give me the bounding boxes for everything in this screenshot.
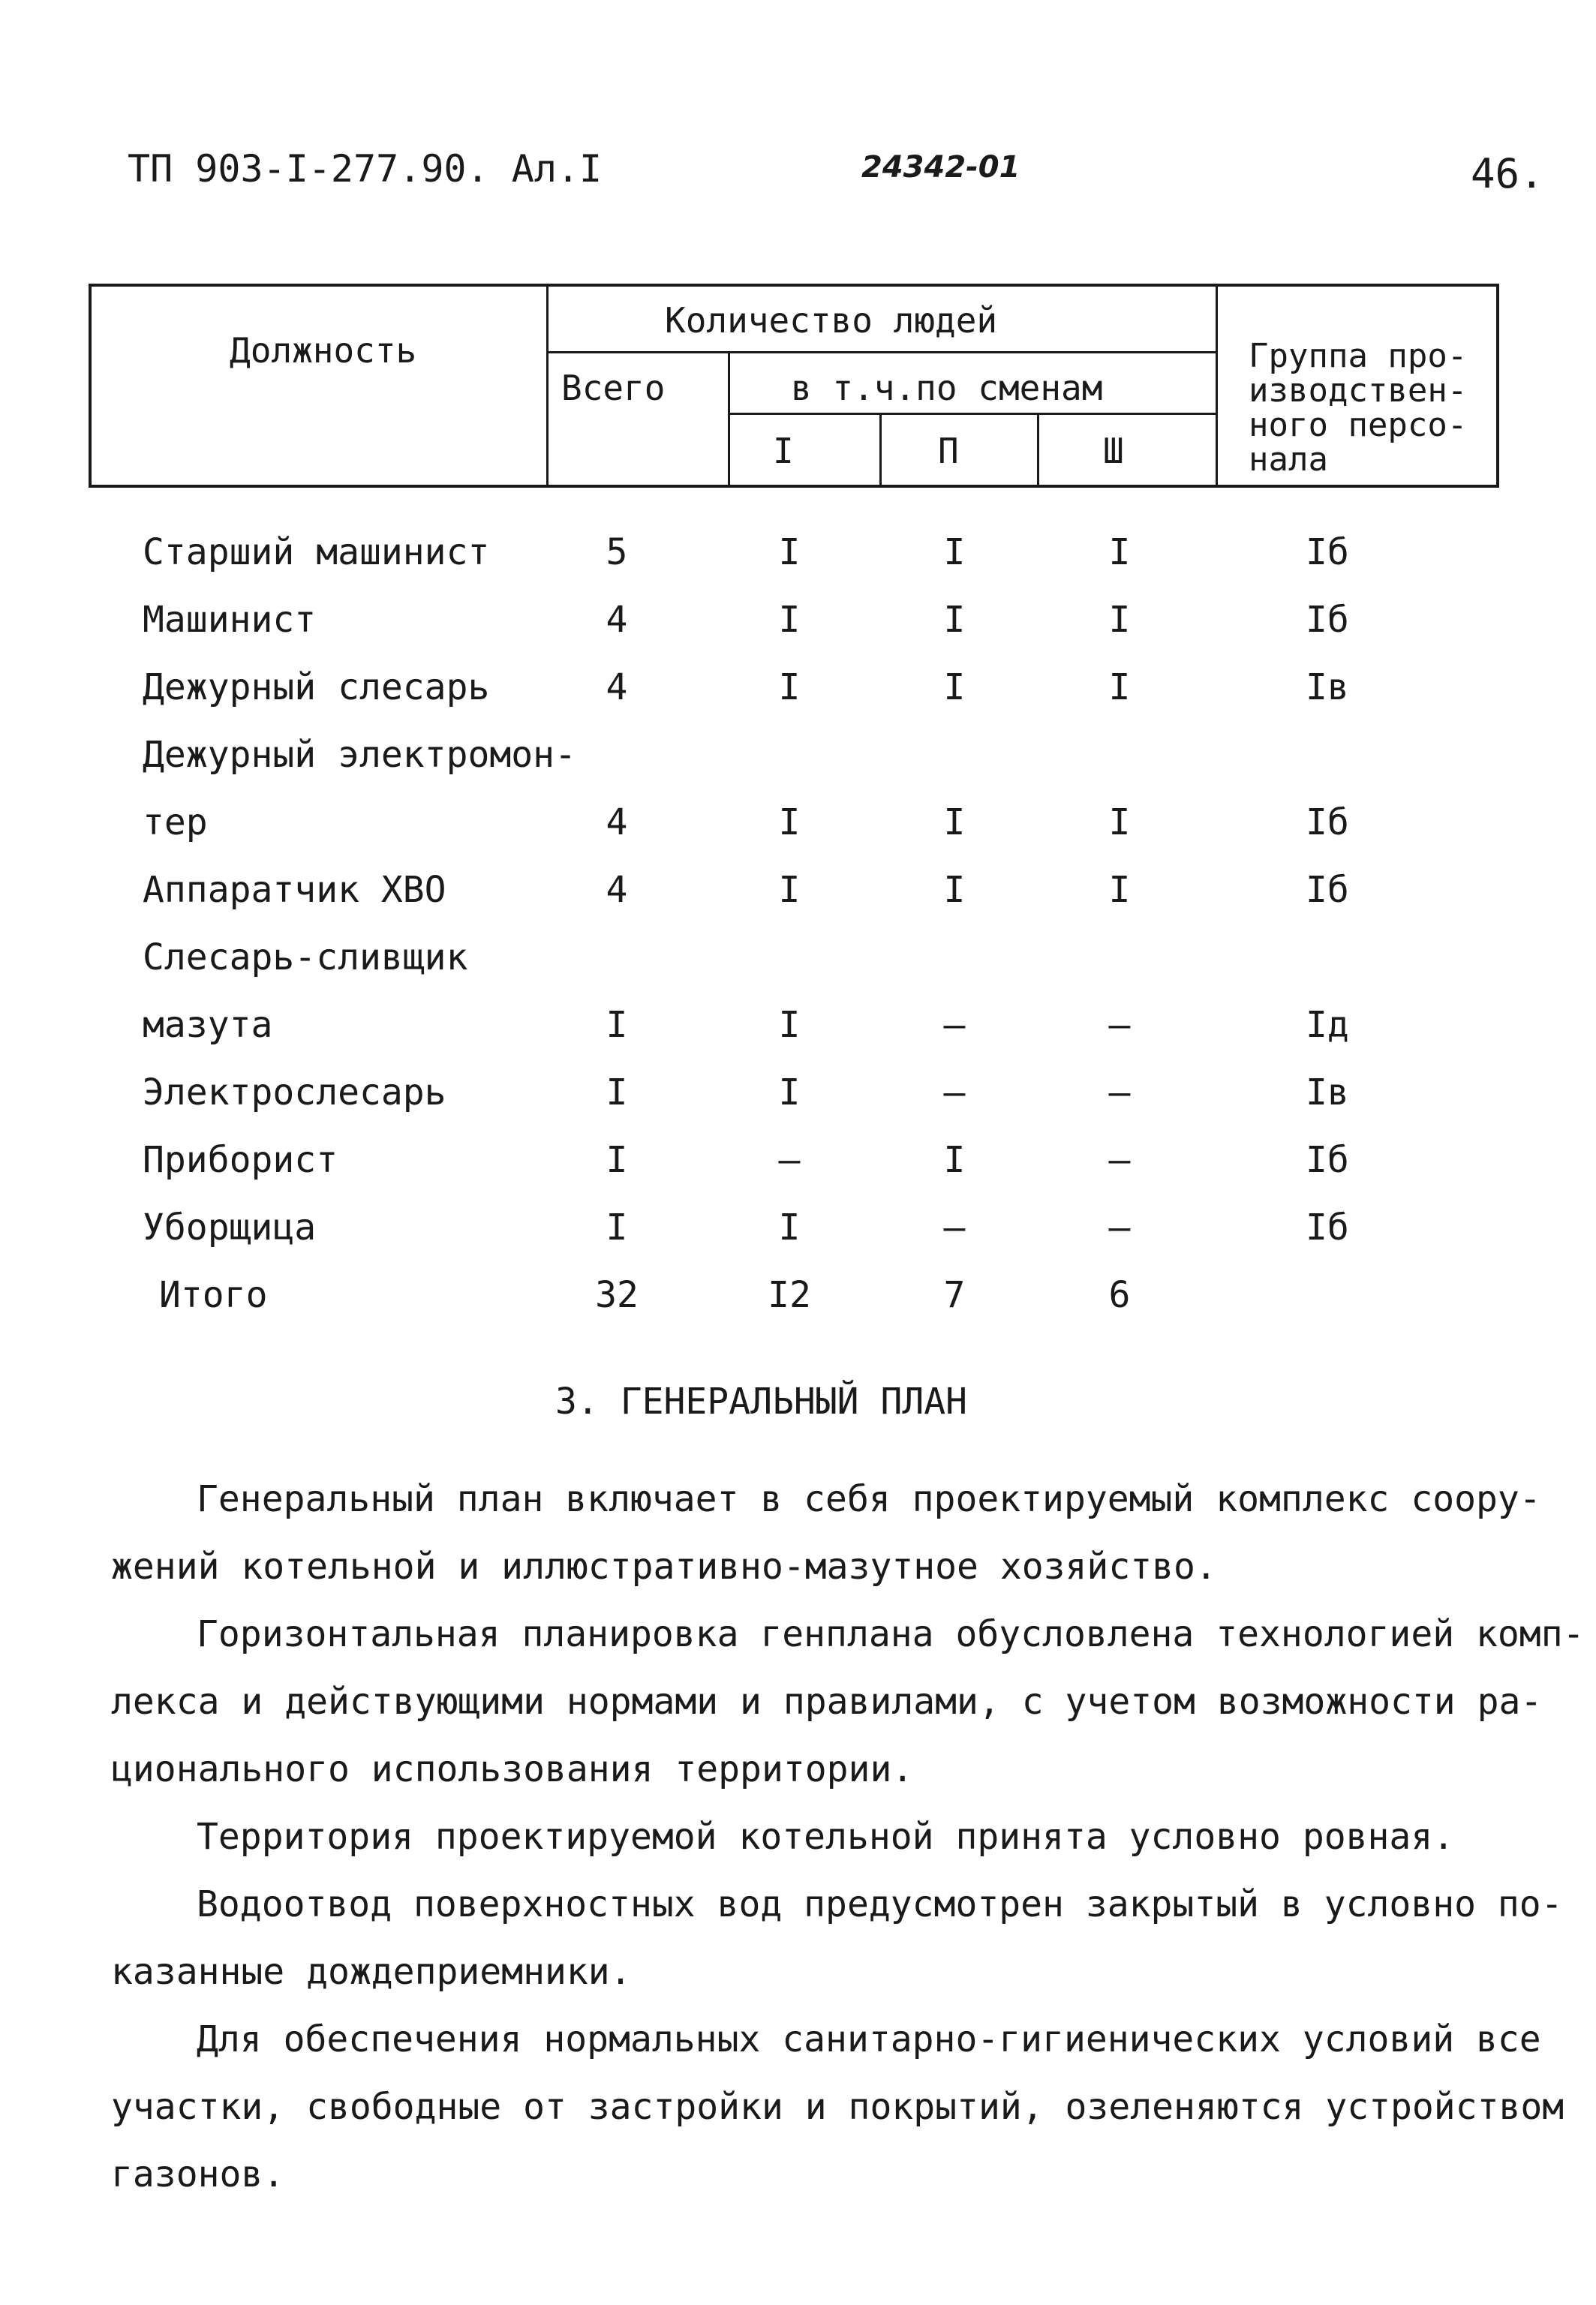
row-shift-2: – [943,1071,966,1113]
header-group-line-4: нала [1249,440,1328,479]
paragraph-line: жений котельной и иллюстративно-мазутное хозяйство. [111,1546,1217,1588]
paragraph-line: газонов. [111,2153,285,2195]
row-group: Iв [1306,666,1349,708]
table-border-right [1496,284,1499,488]
row-total: 4 [606,801,628,843]
header-shifts: в т.ч.по сменам [791,368,1103,408]
paragraph-line: Для обеспечения нормальных санитарно-гигиенических условий все [197,2018,1541,2060]
row-position: Дежурный электромон- [143,734,576,776]
row-position: Машинист [143,599,317,641]
row-shift-2: 7 [943,1274,966,1316]
row-group: Iв [1306,1071,1349,1113]
table-row-total [0,1274,1596,1334]
row-position: тер [143,801,208,843]
table-row [0,869,1596,929]
row-shift-3: I [1108,599,1131,641]
divider-total [728,353,730,488]
row-group: Iб [1306,1207,1349,1249]
row-shift-3: I [1108,801,1131,843]
row-position: Приборист [143,1139,338,1181]
paragraph-line: участки, свободные от застройки и покрытий, озеленяются устройством [111,2086,1564,2128]
header-shift-1: I [773,431,794,471]
row-group: Iб [1306,801,1349,843]
header-people-count: Количество людей [665,300,998,341]
document-code: ТП 903-I-277.90. Ал.I [128,147,603,191]
row-position: Дежурный слесарь [143,666,490,708]
page-number: 46. [1471,150,1544,197]
section-title: 3. ГЕНЕРАЛЬНЫЙ ПЛАН [555,1381,968,1423]
table-row [0,801,1596,861]
table-header [0,0,1596,525]
table-row [0,1004,1596,1064]
row-shift-1: I [778,666,801,708]
row-total: 4 [606,599,628,641]
row-shift-1: I [778,1207,801,1249]
header-group-line-2: изводствен- [1249,371,1468,410]
row-total: 5 [606,531,628,573]
table-border-bottom [89,485,1499,488]
row-total: 4 [606,869,628,911]
paragraph-line: Водоотвод поверхностных вод предусмотрен закрытый в условно по- [197,1883,1563,1925]
divider-shift-1 [879,414,882,488]
divider-shifts [728,413,1216,415]
row-shift-1: – [778,1139,801,1181]
row-position: Аппаратчик ХВО [143,869,446,911]
row-shift-3: I [1108,869,1131,911]
row-position: Слесарь-сливщик [143,936,468,978]
divider-position [546,284,549,488]
row-shift-3: – [1108,1071,1131,1113]
paragraph-line: казанные дождеприемники. [111,1951,632,1993]
header-shift-2: П [938,431,959,471]
row-shift-1: I [778,1071,801,1113]
row-position: Электрослесарь [143,1071,446,1113]
row-shift-2: I [943,599,966,641]
table-row [0,936,1596,996]
paragraph-line: лекса и действующими нормами и правилами, с учетом возможности ра- [111,1681,1543,1723]
row-shift-2: I [943,801,966,843]
row-shift-2: I [943,531,966,573]
header-group-line-1: Группа про- [1249,337,1468,375]
table-row [0,1071,1596,1131]
row-total: 32 [595,1274,639,1316]
row-position: мазута [143,1004,273,1046]
row-position: Итого [159,1274,268,1316]
row-total: I [606,1207,628,1249]
row-shift-3: – [1108,1004,1131,1046]
table-row [0,1139,1596,1199]
divider-group [1216,284,1218,488]
header-group-line-3: ного персо- [1249,406,1468,444]
row-shift-1: I [778,801,801,843]
header-position: Должность [230,330,417,371]
row-total: I [606,1139,628,1181]
paragraph-line: ционального использования территории. [111,1748,914,1790]
table-row [0,1207,1596,1267]
row-shift-1: I2 [768,1274,811,1316]
table-row [0,531,1596,591]
paragraph-line: Генеральный план включает в себя проектируемый комплекс соору- [197,1478,1541,1520]
row-shift-1: I [778,531,801,573]
row-shift-2: – [943,1207,966,1249]
table-row [0,666,1596,726]
table-row [0,734,1596,794]
row-group: Iб [1306,531,1349,573]
row-shift-3: I [1108,666,1131,708]
paragraph-line: Горизонтальная планировка генплана обусловлена технологией комп- [197,1613,1585,1655]
row-position: Старший машинист [143,531,490,573]
row-total: I [606,1004,628,1046]
row-shift-1: I [778,869,801,911]
table-border-left [89,284,92,488]
row-shift-3: I [1108,531,1131,573]
row-group: Iб [1306,599,1349,641]
row-shift-2: I [943,869,966,911]
row-total: 4 [606,666,628,708]
row-shift-3: 6 [1108,1274,1131,1316]
paragraph-line: Территория проектируемой котельной принята условно ровная. [197,1816,1455,1858]
header-shift-3: Ш [1103,431,1124,471]
row-group: Iд [1306,1004,1349,1046]
divider-shift-2 [1037,414,1039,488]
row-shift-2: I [943,1139,966,1181]
stamp-number: 24342-01 [861,150,1020,185]
row-total: I [606,1071,628,1113]
header-total: Всего [561,368,666,408]
row-position: Уборщица [143,1207,317,1249]
row-shift-1: I [778,599,801,641]
row-group: Iб [1306,1139,1349,1181]
row-shift-1: I [778,1004,801,1046]
row-group: Iб [1306,869,1349,911]
row-shift-2: I [943,666,966,708]
row-shift-3: – [1108,1139,1131,1181]
row-shift-3: – [1108,1207,1131,1249]
row-shift-2: – [943,1004,966,1046]
divider-people [546,351,1216,353]
table-row [0,599,1596,659]
table-border-top [89,284,1499,287]
